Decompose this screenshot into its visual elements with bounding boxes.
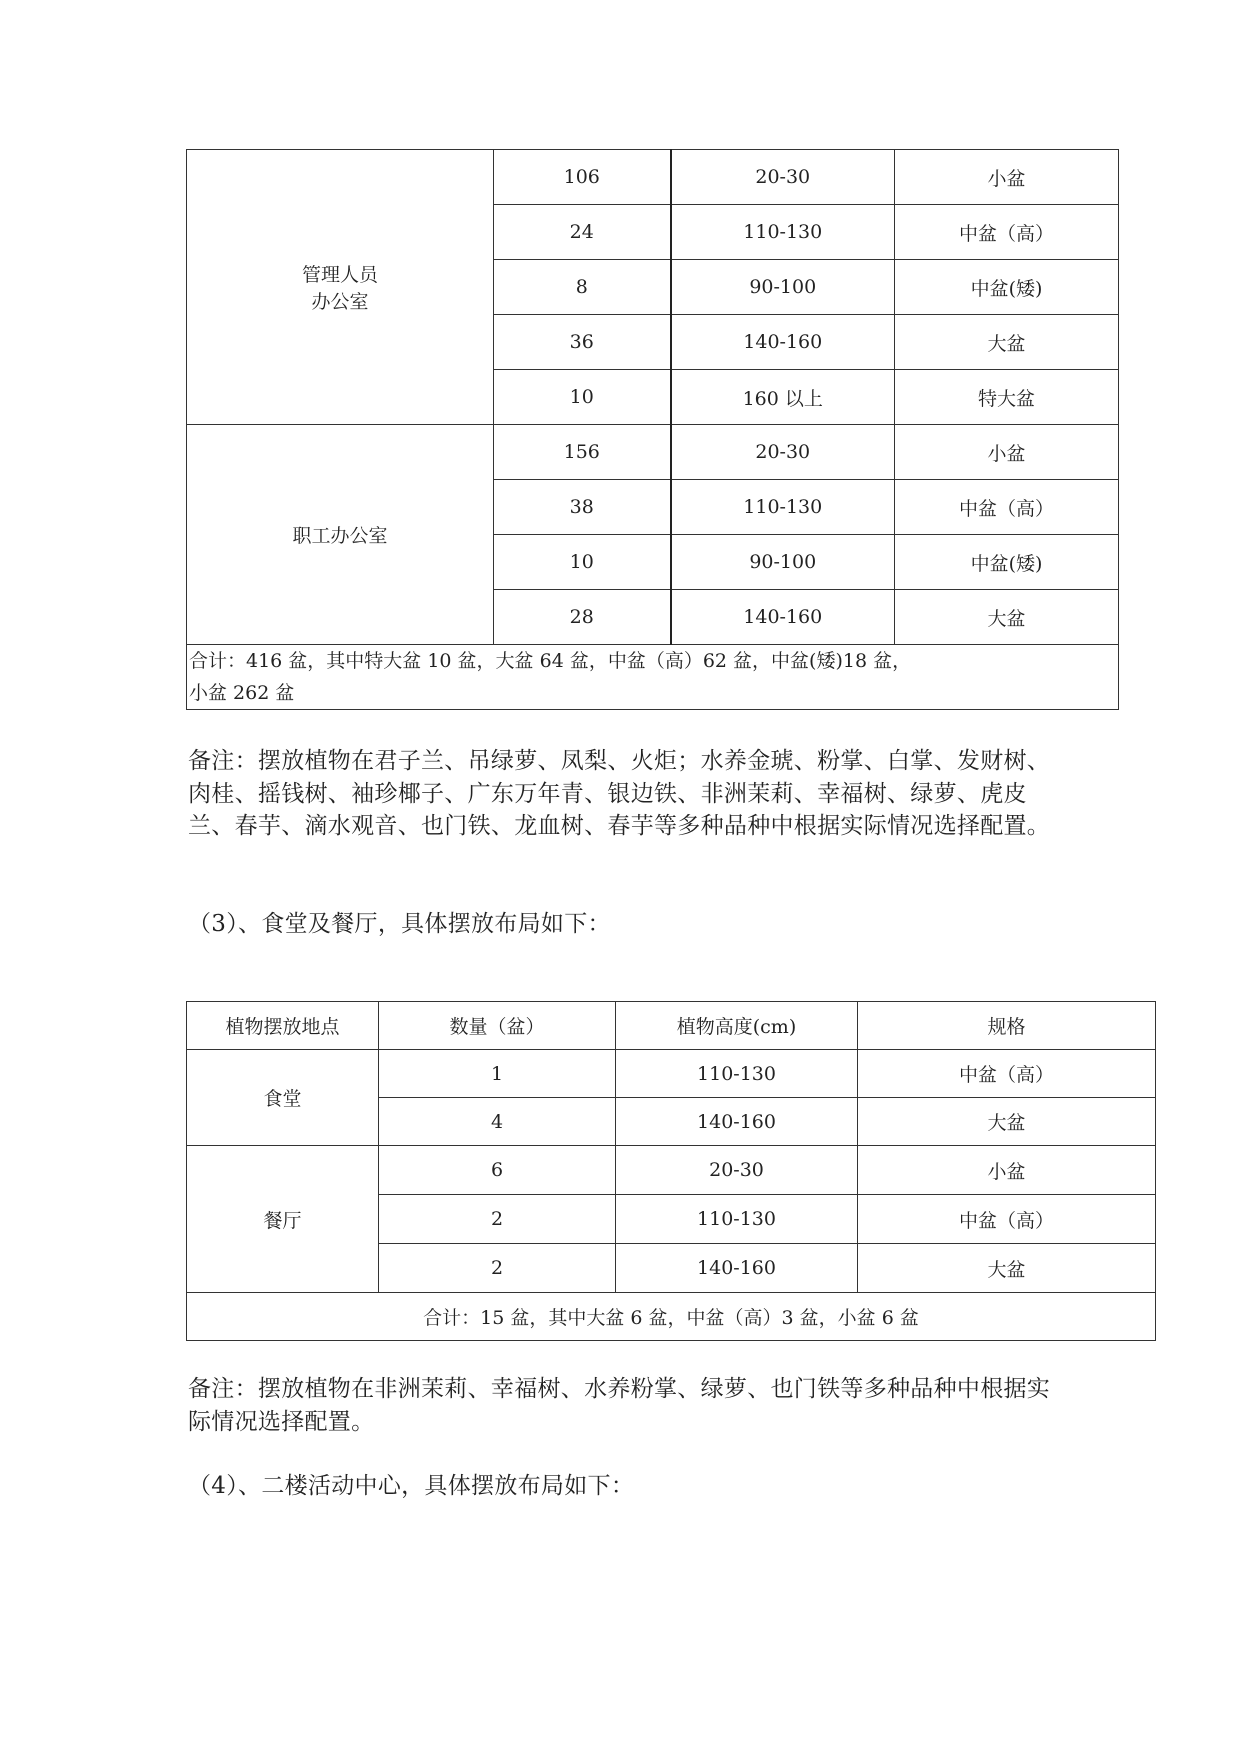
spec-cell: 大盆 (858, 1244, 1156, 1293)
qty-cell: 24 (494, 205, 671, 260)
height-cell: 140-160 (616, 1098, 858, 1146)
column-header: 植物高度(cm) (616, 1002, 858, 1050)
spec-cell: 中盆（高） (858, 1195, 1156, 1244)
section-heading: （3）、食堂及餐厅，具体摆放布局如下： (188, 911, 611, 937)
spec-cell: 大盆 (895, 590, 1119, 645)
qty-cell: 106 (494, 150, 671, 205)
total-text: 小盆 262 盆 (189, 682, 295, 704)
qty-cell: 1 (379, 1050, 616, 1098)
height-cell: 90-100 (671, 535, 895, 590)
table-row (187, 1050, 1156, 1098)
qty-cell: 10 (494, 535, 671, 590)
table-row (187, 150, 1119, 205)
section-heading: （4）、二楼活动中心，具体摆放布局如下： (188, 1473, 635, 1499)
height-cell: 140-160 (616, 1244, 858, 1293)
column-header: 规格 (858, 1002, 1156, 1050)
note-paragraph: 备注：摆放植物在非洲茉莉、幸福树、水养粉掌、绿萝、也门铁等多种品种中根据实际情况选择配置。 (188, 1376, 1051, 1435)
table-row (187, 1146, 1156, 1195)
total-row (187, 1293, 1156, 1341)
qty-cell: 2 (379, 1195, 616, 1244)
location-cell (187, 150, 494, 425)
height-cell: 20-30 (616, 1146, 858, 1195)
location-cell: 职工办公室 (187, 425, 494, 645)
height-cell: 160 以上 (671, 370, 895, 425)
office-plant-table (186, 149, 1119, 710)
spec-cell: 小盆 (895, 425, 1119, 480)
height-cell: 110-130 (671, 480, 895, 535)
qty-cell: 10 (494, 370, 671, 425)
height-cell: 20-30 (671, 150, 895, 205)
spec-cell: 特大盆 (895, 370, 1119, 425)
total-row (187, 645, 1119, 710)
total-cell (187, 645, 1119, 710)
spec-cell: 中盆（高） (895, 480, 1119, 535)
qty-cell: 4 (379, 1098, 616, 1146)
spec-cell: 小盆 (858, 1146, 1156, 1195)
qty-cell: 28 (494, 590, 671, 645)
height-cell: 140-160 (671, 315, 895, 370)
total-text: 合计：416 盆，其中特大盆 10 盆，大盆 64 盆，中盆（高）62 盆，中盆(矮)18 盆， (189, 650, 912, 672)
header-row (187, 1002, 1156, 1050)
column-header: 数量（盆） (379, 1002, 616, 1050)
location-label: 管理人员 (301, 264, 378, 286)
qty-cell: 6 (379, 1146, 616, 1195)
qty-cell: 8 (494, 260, 671, 315)
qty-cell: 2 (379, 1244, 616, 1293)
height-cell: 20-30 (671, 425, 895, 480)
spec-cell: 大盆 (895, 315, 1119, 370)
qty-cell: 36 (494, 315, 671, 370)
total-cell: 合计：15 盆，其中大盆 6 盆，中盆（高）3 盆，小盆 6 盆 (187, 1293, 1156, 1341)
spec-cell: 中盆（高） (895, 205, 1119, 260)
height-cell: 90-100 (671, 260, 895, 315)
height-cell: 110-130 (616, 1050, 858, 1098)
height-cell: 110-130 (616, 1195, 858, 1244)
spec-cell: 中盆（高） (858, 1050, 1156, 1098)
spec-cell: 中盆(矮) (895, 535, 1119, 590)
location-cell: 食堂 (187, 1050, 379, 1146)
table-row (187, 425, 1119, 480)
spec-cell: 中盆(矮) (895, 260, 1119, 315)
height-cell: 140-160 (671, 590, 895, 645)
location-cell: 餐厅 (187, 1146, 379, 1293)
qty-cell: 156 (494, 425, 671, 480)
spec-cell: 小盆 (895, 150, 1119, 205)
spec-cell: 大盆 (858, 1098, 1156, 1146)
canteen-plant-table (186, 1001, 1156, 1341)
column-header: 植物摆放地点 (187, 1002, 379, 1050)
location-label: 办公室 (311, 291, 369, 313)
height-cell: 110-130 (671, 205, 895, 260)
note-paragraph: 备注：摆放植物在君子兰、吊绿萝、凤梨、火炬；水养金琥、粉掌、白掌、发财树、肉桂、摇钱树、袖珍椰子、广东万年青、银边铁、非洲茉莉、幸福树、绿萝、虎皮兰、春芋、滴水观音、也门铁、龙血树、春芋等多种品种中根据实际情况选择配置。 (188, 748, 1051, 839)
qty-cell: 38 (494, 480, 671, 535)
